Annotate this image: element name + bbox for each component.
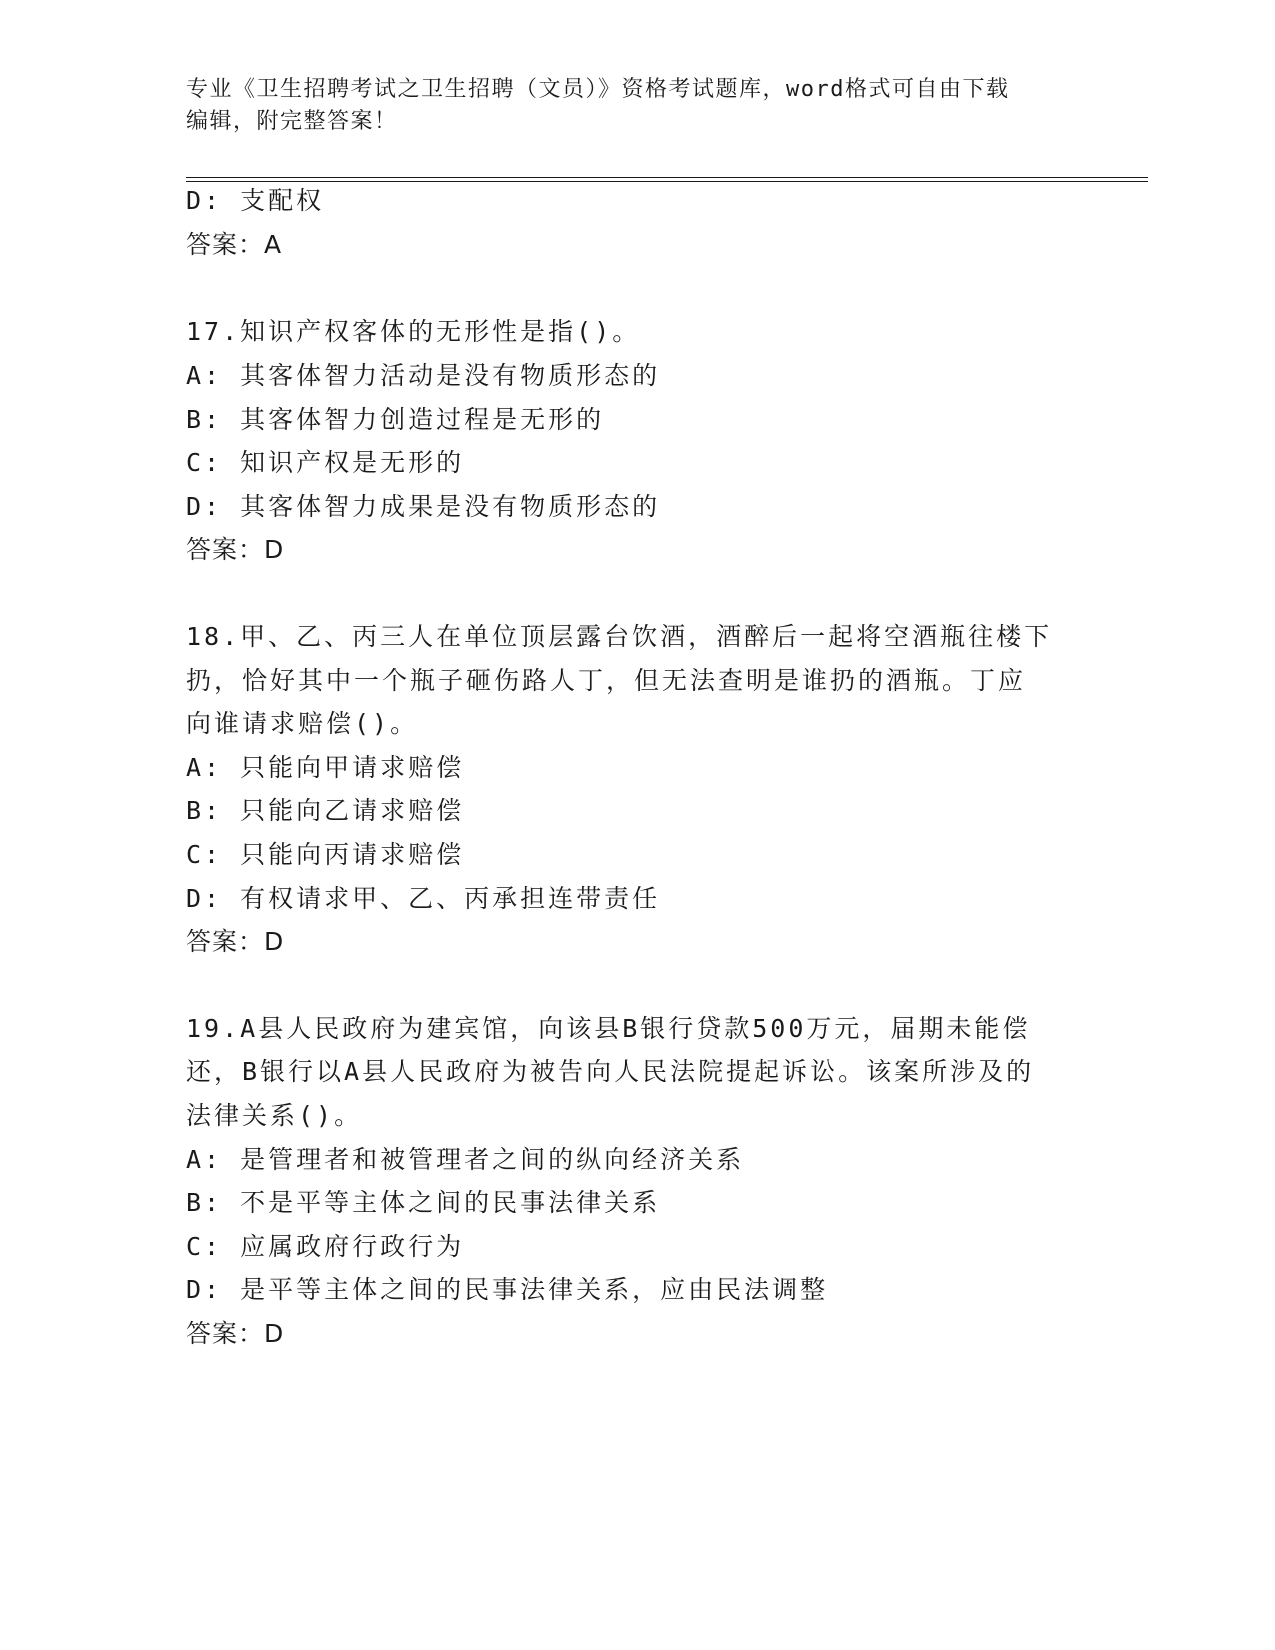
question-stem-line-2: 扔，恰好其中一个瓶子砸伤路人丁，但无法查明是谁扔的酒瓶。丁应 [186,666,1027,695]
option-a: A: 只能向甲请求赔偿 [186,753,465,782]
option-d: D: 有权请求甲、乙、丙承担连带责任 [186,884,661,913]
answer: 答案：D [186,927,285,956]
option-a: A: 其客体智力活动是没有物质形态的 [186,361,661,390]
header-divider-bottom [186,181,1148,182]
header-divider-top [186,177,1148,178]
answer: 答案：D [186,535,285,564]
option-c: C: 知识产权是无形的 [186,448,465,477]
option-c: C: 应属政府行政行为 [186,1232,465,1261]
option-c: C: 只能向丙请求赔偿 [186,840,465,869]
header-line-1: 专业《卫生招聘考试之卫生招聘（文员）》资格考试题库，word格式可自由下载 [186,77,1010,102]
option-d: D: 是平等主体之间的民事法律关系，应由民法调整 [186,1275,829,1304]
question-stem-line-1: 19.A县人民政府为建宾馆，向该县B银行贷款500万元，届期未能偿 [186,1014,1031,1043]
question-stem-line-3: 向谁请求赔偿()。 [186,709,419,738]
header-line-2: 编辑，附完整答案！ [186,109,398,134]
prev-option-d: D: 支配权 [186,186,325,215]
question-stem-line-2: 还，B银行以A县人民政府为被告向人民法院提起诉讼。该案所涉及的 [186,1057,1035,1086]
question-stem-line-3: 法律关系()。 [186,1101,363,1130]
question-stem-line-1: 18.甲、乙、丙三人在单位顶层露台饮酒，酒醉后一起将空酒瓶往楼下 [186,622,1053,651]
option-a: A: 是管理者和被管理者之间的纵向经济关系 [186,1145,745,1174]
option-b: B: 其客体智力创造过程是无形的 [186,405,605,434]
option-b: B: 不是平等主体之间的民事法律关系 [186,1188,661,1217]
question-stem: 17.知识产权客体的无形性是指()。 [186,317,641,346]
page-header [186,74,1066,138]
option-b: B: 只能向乙请求赔偿 [186,796,465,825]
prev-answer: 答案：A [186,230,283,259]
option-d: D: 其客体智力成果是没有物质形态的 [186,492,661,521]
answer: 答案：D [186,1319,285,1348]
